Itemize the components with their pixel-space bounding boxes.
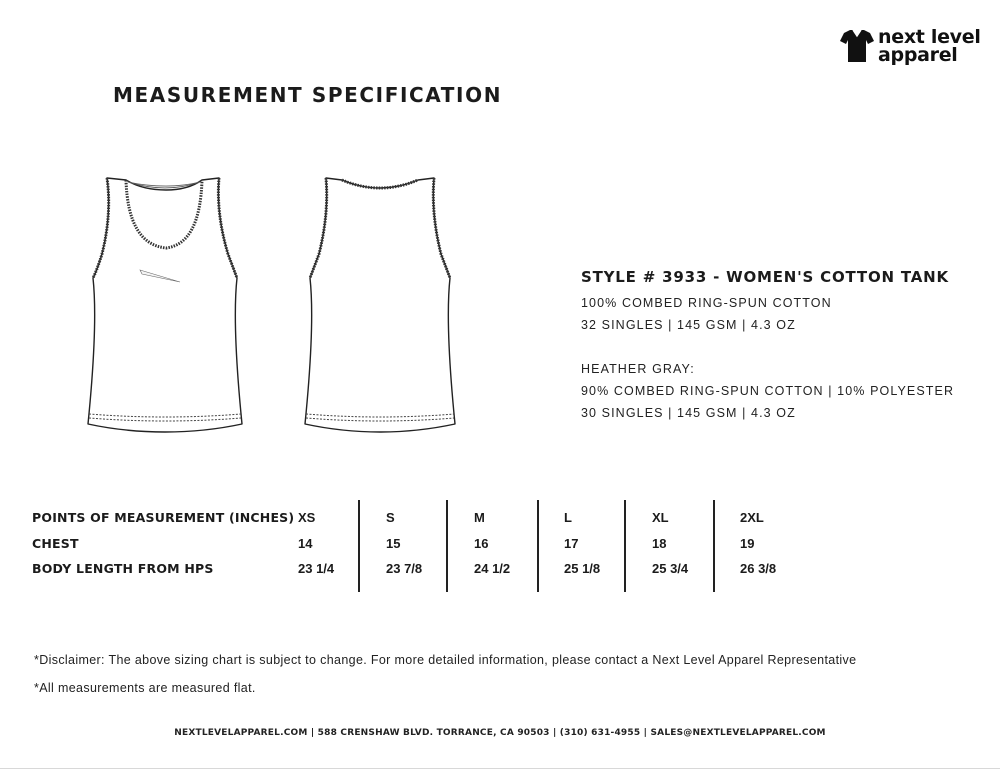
tshirt-logo-icon (840, 28, 874, 64)
logo-line-1: next level (878, 26, 981, 48)
page-title: MEASUREMENT SPECIFICATION (113, 83, 503, 107)
table-header-label: POINTS OF MEASUREMENT (INCHES) (32, 510, 295, 525)
style-spec (581, 268, 981, 424)
size-header: 2XL (740, 510, 764, 525)
chest-value: 14 (298, 536, 313, 551)
length-value: 23 1/4 (298, 561, 335, 576)
size-header: XS (298, 510, 316, 525)
column-divider (624, 500, 626, 592)
length-value: 25 1/8 (564, 561, 601, 576)
size-header: XL (652, 510, 669, 525)
length-value: 26 3/8 (740, 561, 777, 576)
length-value: 24 1/2 (474, 561, 511, 576)
fabric-weight: 32 SINGLES | 145 GSM | 4.3 OZ (581, 318, 796, 332)
length-value: 23 7/8 (386, 561, 423, 576)
column-divider (537, 500, 539, 592)
chest-value: 15 (386, 536, 401, 551)
style-title: STYLE # 3933 - WOMEN'S COTTON TANK (581, 268, 949, 286)
chest-value: 17 (564, 536, 579, 551)
tank-back-illustration (295, 174, 465, 439)
logo-line-2: apparel (878, 44, 958, 66)
size-header: L (564, 510, 572, 525)
bottom-rule (0, 768, 1000, 769)
column-divider (713, 500, 715, 592)
fabric-content: 100% COMBED RING-SPUN COTTON (581, 296, 832, 310)
length-value: 25 3/4 (652, 561, 689, 576)
row-label-chest: CHEST (32, 536, 79, 551)
flat-measure-note: *All measurements are measured flat. (34, 681, 256, 695)
contact-footer: NEXTLEVELAPPAREL.COM | 588 CRENSHAW BLVD. TORRANCE, CA 90503 | (310) 631-4955 | SALES@NEXTLEVELAPPAREL.COM (174, 728, 826, 738)
chest-value: 16 (474, 536, 489, 551)
row-label-body-length: BODY LENGTH FROM HPS (32, 561, 214, 576)
size-table (32, 500, 832, 592)
sizing-disclaimer: *Disclaimer: The above sizing chart is subject to change. For more detailed information, please contact a Next Level Apparel Representative (34, 653, 857, 667)
heather-fabric-weight: 30 SINGLES | 145 GSM | 4.3 OZ (581, 406, 796, 420)
chest-value: 19 (740, 536, 755, 551)
column-divider (358, 500, 360, 592)
size-header: S (386, 510, 395, 525)
column-divider (446, 500, 448, 592)
brand-logo (840, 28, 990, 68)
heather-label: HEATHER GRAY: (581, 362, 695, 376)
tank-front-illustration (80, 174, 250, 439)
heather-fabric-content: 90% COMBED RING-SPUN COTTON | 10% POLYESTER (581, 384, 955, 398)
logo-wordmark (878, 28, 981, 64)
size-header: M (474, 510, 485, 525)
chest-value: 18 (652, 536, 667, 551)
